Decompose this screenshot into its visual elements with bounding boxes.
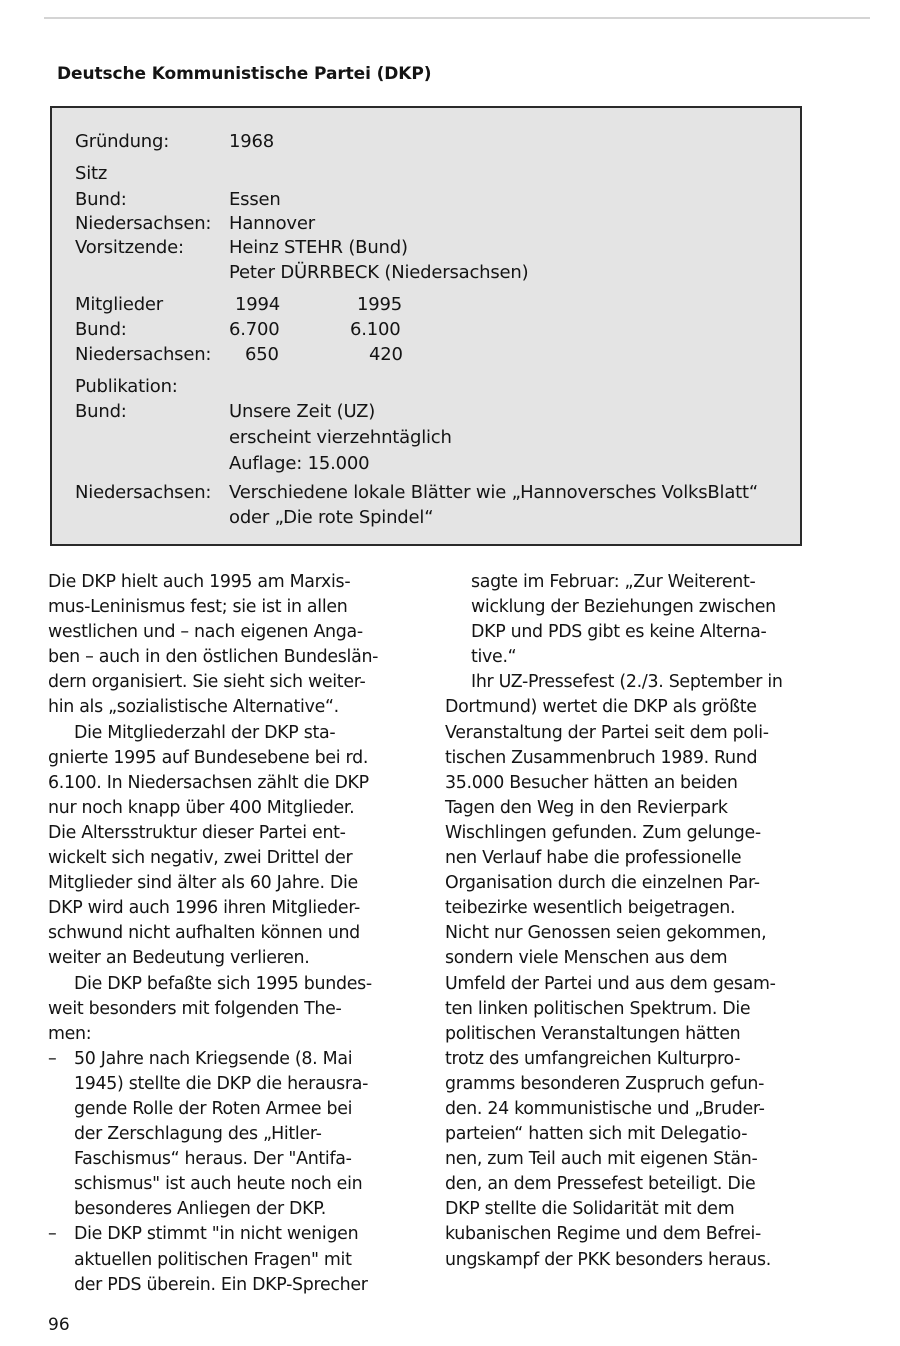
chair-state: Peter DÜRRBECK (Niedersachsen) (229, 262, 529, 283)
body_right-text-line: Umfeld der Partei und aus dem gesam- (445, 973, 776, 994)
body_right-text-line: politischen Veranstaltungen hätten (445, 1023, 741, 1044)
body_left-text-line: aktuellen politischen Fragen" mit (74, 1249, 352, 1270)
members-state-1994: 650 (245, 344, 279, 365)
body_right-text-line: sondern viele Menschen aus dem (445, 948, 728, 969)
body_left-text-line: Mitglieder sind älter als 60 Jahre. Die (48, 873, 358, 894)
body-column-left (48, 570, 398, 1298)
members-federal-1994: 6.700 (229, 319, 280, 340)
chair-federal: Heinz STEHR (Bund) (229, 237, 408, 258)
body_left-text-line: Die DKP hielt auch 1995 am Marxis- (48, 572, 351, 592)
founding-label: Gründung: (75, 131, 170, 152)
party-info-box (50, 106, 802, 546)
body_left-text-line: Faschismus“ heraus. Der "Antifa- (74, 1149, 352, 1170)
members-year-1994: 1994 (235, 294, 281, 315)
body_left-text-line: Die Altersstruktur dieser Partei ent- (48, 822, 346, 843)
body_right-text-line: Veranstaltung der Partei seit dem poli- (445, 722, 769, 743)
publication-state-line-2: oder „Die rote Spindel“ (229, 507, 434, 528)
body_right-text-line: Ihr UZ-Pressefest (2./3. September in (471, 672, 783, 693)
top-rule (44, 17, 870, 19)
body_left-text-line: westlichen und – nach eigenen Anga- (48, 622, 363, 643)
body_right-text-line: Wischlingen gefunden. Zum gelunge- (445, 822, 761, 843)
page-number: 96 (48, 1315, 70, 1335)
body_left-text-line: – Die DKP stimmt "in nicht wenigen (48, 1222, 398, 1247)
publication-label: Publikation: (75, 376, 178, 397)
body_left-text-line: 6.100. In Niedersachsen zählt die DKP (48, 772, 369, 793)
body_right-text-line: Dortmund) wertet die DKP als größte (445, 697, 757, 718)
body_left-text-line: gnierte 1995 auf Bundesebene bei rd. (48, 747, 369, 768)
body_right-text-line: kubanischen Regime und dem Befrei- (445, 1224, 761, 1245)
members-federal-label: Bund: (75, 319, 127, 340)
members-label: Mitglieder (75, 294, 163, 315)
body_left-text-line: Die DKP befaßte sich 1995 bundes- (74, 973, 372, 994)
body_right-text-line: Nicht nur Genossen seien gekommen, (445, 923, 767, 944)
publication-state-label: Niedersachsen: (75, 482, 212, 503)
body_right-text-line: DKP stellte die Solidarität mit dem (445, 1199, 735, 1220)
body_right-text-line: parteien“ hatten sich mit Delegatio- (445, 1124, 748, 1145)
seat-federal-value: Essen (229, 189, 281, 210)
body_left-text-line: 1945) stellte die DKP die herausra- (74, 1073, 369, 1094)
body_right-text-line: den. 24 kommunistische und „Bruder- (445, 1098, 765, 1119)
body_left-text-line: – 50 Jahre nach Kriegsende (8. Mai (48, 1047, 398, 1072)
body_right-text-line: teibezirke wesentlich beigetragen. (445, 898, 736, 919)
body_left-text-line: der Zerschlagung des „Hitler- (74, 1124, 322, 1145)
publication-federal-label: Bund: (75, 401, 127, 422)
body_left-text-line: weiter an Bedeutung verlieren. (48, 948, 310, 969)
body_left-text-line: schwund nicht aufhalten können und (48, 923, 360, 944)
body_left-text-line: men: (48, 1023, 92, 1044)
members-year-1995: 1995 (357, 294, 403, 315)
body_left-text-line: gende Rolle der Roten Armee bei (74, 1098, 353, 1119)
body_right-text-line: Organisation durch die einzelnen Par- (445, 873, 760, 894)
body_right-text-line: ten linken politischen Spektrum. Die (445, 998, 751, 1019)
body_left-text-line: weit besonders mit folgenden The- (48, 998, 342, 1019)
body_right-text-line: ungskampf der PKK besonders heraus. (445, 1249, 772, 1270)
seat-state-value: Hannover (229, 213, 315, 234)
body_right-text-line: 35.000 Besucher hätten an beiden (445, 772, 738, 793)
body_left-text-line: wickelt sich negativ, zwei Drittel der (48, 848, 353, 869)
members-state-1995: 420 (369, 344, 403, 365)
body_left-text-line: ben – auch in den östlichen Bundeslän- (48, 647, 379, 668)
body_right-text-line: DKP und PDS gibt es keine Alterna- (471, 622, 767, 643)
section-heading: Deutsche Kommunistische Partei (DKP) (57, 64, 432, 84)
founding-value: 1968 (229, 131, 275, 152)
body_left-text-line: DKP wird auch 1996 ihren Mitglieder- (48, 898, 361, 919)
body_right-text-line: tive.“ (471, 647, 517, 668)
members-federal-1995: 6.100 (350, 319, 401, 340)
body_right-text-line: wicklung der Beziehungen zwischen (471, 597, 776, 618)
body_left-text-line: schismus" ist auch heute noch ein (74, 1174, 363, 1195)
seat-federal-label: Bund: (75, 189, 127, 210)
body_left-text-line: mus-Leninismus fest; sie ist in allen (48, 597, 348, 618)
body_right-text-line: tischen Zusammenbruch 1989. Rund (445, 747, 758, 768)
body_right-text-line: trotz des umfangreichen Kulturpro- (445, 1048, 741, 1069)
body-column-right (445, 570, 805, 1273)
body_left-text-line: der PDS überein. Ein DKP-Sprecher (74, 1274, 368, 1295)
body_right-text-line: nen, zum Teil auch mit eigenen Stän- (445, 1149, 758, 1170)
publication-federal-title: Unsere Zeit (UZ) (229, 401, 376, 422)
seat-state-label: Niedersachsen: (75, 213, 212, 234)
body_left-text-line: dern organisiert. Sie sieht sich weiter- (48, 672, 366, 693)
body_left-text-line: besonderes Anliegen der DKP. (74, 1199, 326, 1220)
chairs-label: Vorsitzende: (75, 237, 184, 258)
publication-state-line-1: Verschiedene lokale Blätter wie „Hannoversches VolksBlatt“ (229, 482, 759, 503)
body_left-text-line: Die Mitgliederzahl der DKP sta- (74, 722, 336, 743)
body_right-text-line: Tagen den Weg in den Revierpark (445, 797, 728, 818)
publication-federal-frequency: erscheint vierzehntäglich (229, 427, 452, 448)
members-state-label: Niedersachsen: (75, 344, 212, 365)
body_left-text-line: nur noch knapp über 400 Mitglieder. (48, 797, 355, 818)
seat-label: Sitz (75, 163, 108, 184)
body_right-text-line: nen Verlauf habe die professionelle (445, 848, 742, 869)
body_right-text-line: gramms besonderen Zuspruch gefun- (445, 1073, 765, 1094)
body_right-text-line: sagte im Februar: „Zur Weiterent- (471, 572, 756, 592)
body_left-text-line: hin als „sozialistische Alternative“. (48, 697, 339, 718)
publication-federal-circulation: Auflage: 15.000 (229, 453, 370, 474)
body_right-text-line: den, an dem Pressefest beteiligt. Die (445, 1174, 756, 1195)
